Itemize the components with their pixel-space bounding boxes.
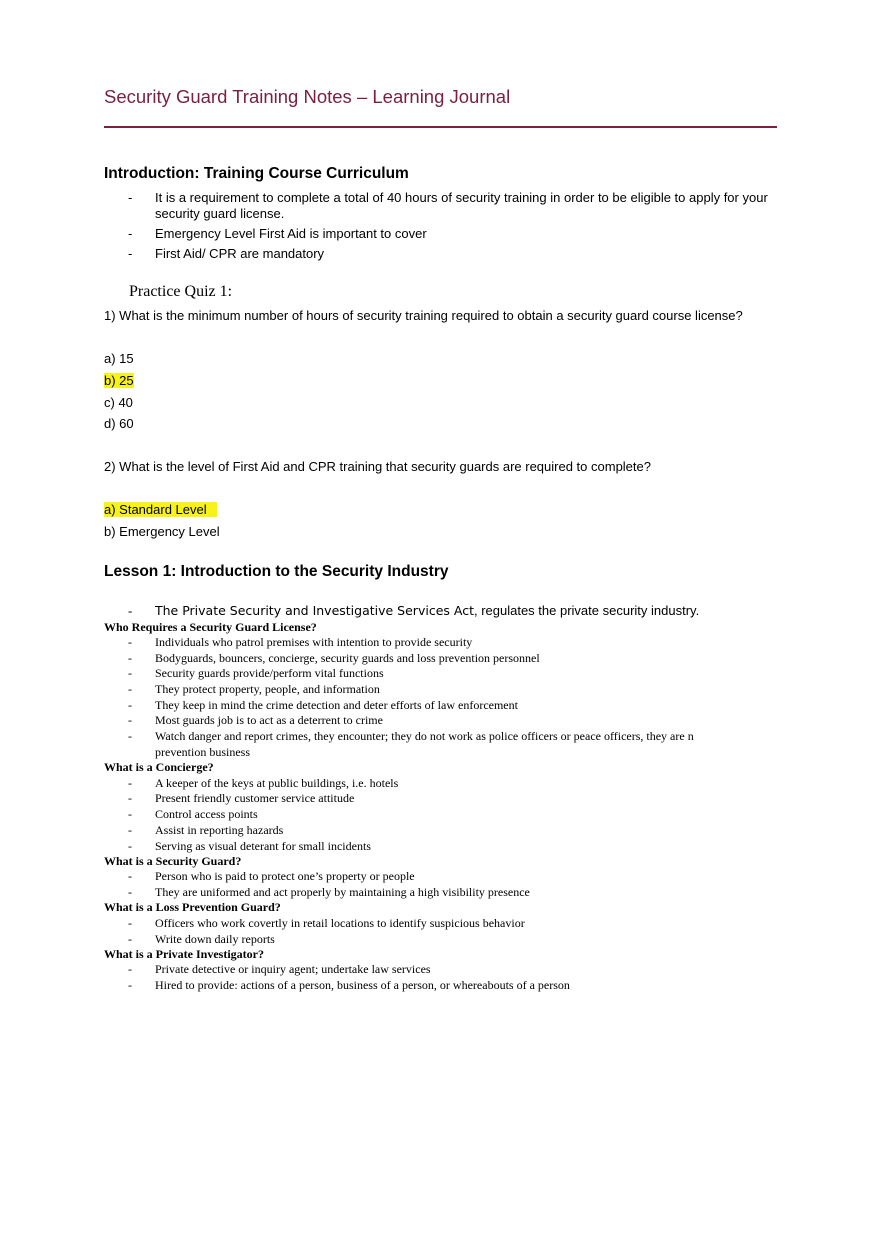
bullet-dash: - xyxy=(128,729,132,743)
list-item xyxy=(104,962,784,977)
bullet-dash: - xyxy=(128,635,132,649)
list-item xyxy=(104,776,784,791)
bullet-dash: - xyxy=(128,603,133,618)
quiz-option-text: a) Standard Level xyxy=(104,502,217,517)
quiz-question-1: 1) What is the minimum number of hours of security training required to obtain a security guard course license? xyxy=(104,308,743,323)
list-item xyxy=(104,651,784,666)
list-item xyxy=(104,603,784,619)
quiz-option: a) 15 xyxy=(104,351,134,366)
list-item xyxy=(104,807,784,822)
bullet-dash: - xyxy=(128,698,132,712)
bullet-text: Serving as visual deterant for small incidents xyxy=(155,839,371,853)
bullet-text: Control access points xyxy=(155,807,258,821)
bullet-text: They protect property, people, and information xyxy=(155,682,380,696)
bullet-dash: - xyxy=(128,916,132,930)
list-item xyxy=(104,729,784,760)
quiz-option: d) 60 xyxy=(104,416,134,431)
quiz-question-2: 2) What is the level of First Aid and CPR training that security guards are required to complete? xyxy=(104,459,651,474)
list-item xyxy=(104,226,784,242)
quiz-option: b) Emergency Level xyxy=(104,524,220,539)
bullet-text: Hired to provide: actions of a person, business of a person, or whereabouts of a person xyxy=(155,978,570,992)
bullet-text: Write down daily reports xyxy=(155,932,275,946)
bullet-text: Person who is paid to protect one’s property or people xyxy=(155,869,415,883)
bullet-dash: - xyxy=(128,962,132,976)
bullet-dash: - xyxy=(128,839,132,853)
bullet-text: Officers who work covertly in retail locations to identify suspicious behavior xyxy=(155,916,525,930)
bullet-dash: - xyxy=(128,791,132,805)
list-item xyxy=(104,823,784,838)
bullet-text: Individuals who patrol premises with intention to provide security xyxy=(155,635,473,649)
bullet-dash: - xyxy=(128,823,132,837)
bullet-dash: - xyxy=(128,666,132,680)
bullet-dash: - xyxy=(128,932,132,946)
quiz-option-highlighted xyxy=(104,373,134,389)
concierge-heading: What is a Concierge? xyxy=(104,760,214,774)
bullet-dash: - xyxy=(128,869,132,883)
quiz-option: c) 40 xyxy=(104,395,133,410)
bullet-text: They keep in mind the crime detection and deter efforts of law enforcement xyxy=(155,698,518,712)
investigator-heading: What is a Private Investigator? xyxy=(104,947,264,961)
list-item xyxy=(104,791,784,806)
document-title: Security Guard Training Notes – Learning Journal xyxy=(104,86,511,107)
bullet-text: Emergency Level First Aid is important to cover xyxy=(155,226,427,241)
bullet-text: A keeper of the keys at public buildings, i.e. hotels xyxy=(155,776,399,790)
list-item xyxy=(104,978,784,993)
lesson1-heading: Lesson 1: Introduction to the Security Industry xyxy=(104,563,449,580)
security-guard-heading: What is a Security Guard? xyxy=(104,854,242,868)
bullet-dash: - xyxy=(128,807,132,821)
bullet-dash: - xyxy=(128,776,132,790)
bullet-text: Private detective or inquiry agent; undertake law services xyxy=(155,962,431,976)
list-item xyxy=(104,916,784,931)
bullet-text: Assist in reporting hazards xyxy=(155,823,284,837)
loss-prevention-heading: What is a Loss Prevention Guard? xyxy=(104,900,281,914)
bullet-dash: - xyxy=(128,190,133,205)
bullet-dash: - xyxy=(128,682,132,696)
list-item xyxy=(104,666,784,681)
bullet-text: Watch danger and report crimes, they encounter; they do not work as police officers or peace officers, they are n prevention business xyxy=(155,729,694,759)
bullet-text: Bodyguards, bouncers, concierge, security guards and loss prevention personnel xyxy=(155,651,540,665)
list-item xyxy=(104,932,784,947)
bullet-text: It is a requirement to complete a total of 40 hours of security training in order to be eligible to apply for your security guard license. xyxy=(155,190,768,221)
quiz-option-text: b) 25 xyxy=(104,373,134,388)
list-item xyxy=(104,246,784,262)
list-item xyxy=(104,698,784,713)
bullet-dash: - xyxy=(128,226,133,241)
quiz-heading: Practice Quiz 1: xyxy=(129,283,233,300)
intro-heading: Introduction: Training Course Curriculum xyxy=(104,165,409,182)
act-name: The Private Security and Investigative Services Act xyxy=(155,603,474,618)
bullet-dash: - xyxy=(128,978,132,992)
bullet-text: They are uniformed and act properly by maintaining a high visibility presence xyxy=(155,885,530,899)
bullet-dash: - xyxy=(128,246,133,261)
list-item xyxy=(104,839,784,854)
quiz-option-highlighted xyxy=(104,502,217,518)
list-item xyxy=(104,869,784,884)
bullet-text: Security guards provide/perform vital functions xyxy=(155,666,384,680)
title-divider xyxy=(104,126,777,128)
list-item xyxy=(104,885,784,900)
bullet-dash: - xyxy=(128,651,132,665)
who-requires-heading: Who Requires a Security Guard License? xyxy=(104,620,317,634)
bullet-text: First Aid/ CPR are mandatory xyxy=(155,246,325,261)
list-item xyxy=(104,190,784,222)
list-item xyxy=(104,713,784,728)
bullet-dash: - xyxy=(128,885,132,899)
list-item xyxy=(104,635,784,650)
act-rest: , regulates the private security industry. xyxy=(473,603,700,618)
list-item xyxy=(104,682,784,697)
bullet-dash: - xyxy=(128,713,132,727)
bullet-text: Most guards job is to act as a deterrent to crime xyxy=(155,713,383,727)
bullet-text: Present friendly customer service attitude xyxy=(155,791,355,805)
